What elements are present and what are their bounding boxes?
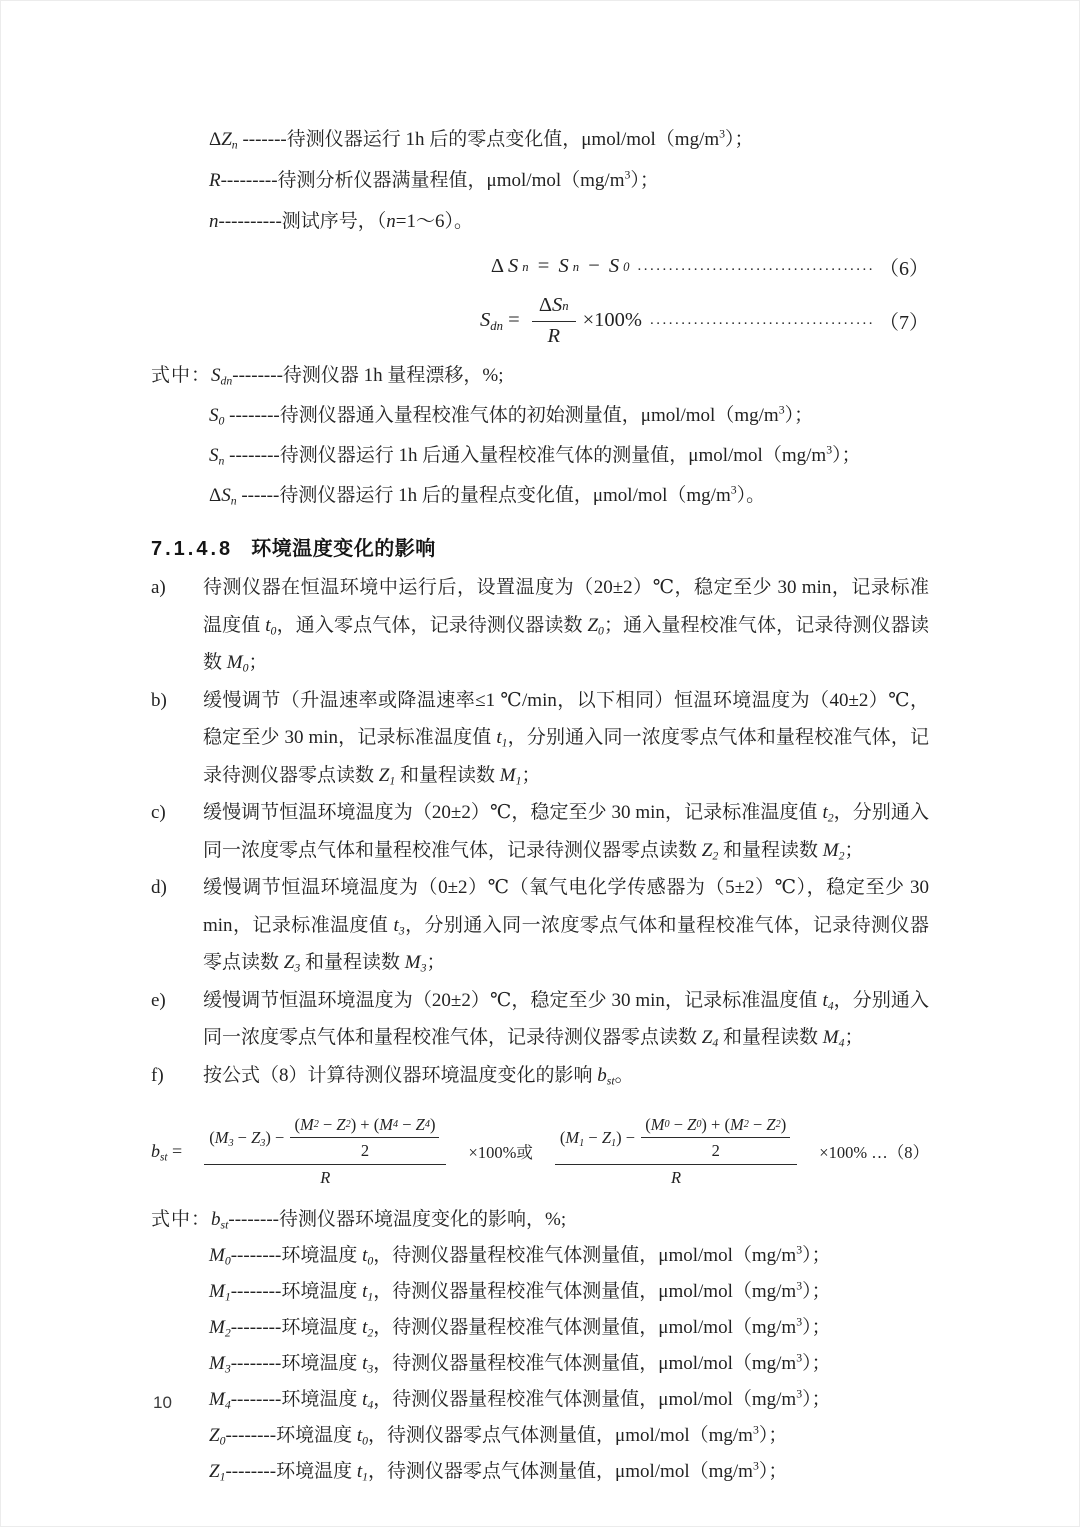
legend-label: 式中： bbox=[151, 365, 212, 386]
symbol-definition-m3: $M_3--------$环境温度 $t_3$，待测仪器量程校准气体测量值，μmol/$mol(mg/m^3)$； bbox=[209, 1351, 831, 1376]
page-footer bbox=[153, 1393, 172, 1413]
section-number: 7.1.4.8 bbox=[151, 538, 234, 560]
formula-8-lhs: $b_{st}$ = bbox=[151, 1140, 183, 1163]
symbol-definition-dzn: $\Delta Z_n$ -------待测仪器运行 1h 后的零点变化值，μmol/$mol(mg/m^3)$； bbox=[209, 127, 754, 152]
fraction-denominator: R bbox=[671, 1168, 682, 1187]
fraction-denominator: R bbox=[547, 325, 560, 347]
formula-7-lhs: $S_{dn}$ = bbox=[480, 309, 525, 333]
formula-8 bbox=[151, 1114, 929, 1188]
list-item-f bbox=[151, 1057, 929, 1095]
list-marker: a) bbox=[151, 577, 166, 598]
symbol-definition-sn: $S_n$ --------待测仪器运行 1h 后通入量程校准气体的测量值，μmol/$mol(mg/m^3)$； bbox=[209, 443, 861, 468]
formula-7-legend bbox=[151, 356, 929, 516]
dot-leader: .................................... bbox=[650, 312, 875, 328]
fraction-denominator: R bbox=[320, 1168, 331, 1187]
symbol-definition-r: R---------待测分析仪器满量程值，μmol/$mol(mg/m^3)$； bbox=[209, 168, 659, 191]
symbol-definition-bst: 式中：$b_{st}--------$待测仪器环境温度变化的影响，%; bbox=[151, 1209, 567, 1232]
symbol-definitions-top bbox=[151, 119, 929, 242]
fraction-numerator: Δ S n bbox=[532, 293, 576, 322]
list-marker: e) bbox=[151, 989, 166, 1011]
inner-fraction: ( M 2 − Z 2 ) + ( M 4 − Z 4 ) 2 bbox=[290, 1115, 439, 1161]
list-marker: f) bbox=[151, 1064, 164, 1086]
formula-6 bbox=[151, 252, 929, 281]
list-marker: b) bbox=[151, 689, 167, 711]
symbol-definition-m4: $M_4--------$环境温度 $t_4$，待测仪器量程校准气体测量值，μmol/$mol(mg/m^3)$； bbox=[209, 1387, 831, 1412]
dot-leader: ...................................... bbox=[637, 258, 875, 274]
list-item-b bbox=[151, 682, 929, 795]
page-content bbox=[1, 1, 1079, 1490]
fraction-numerator: $(M_3 - Z_3)$ − ( M 2 − Z 2 ) + ( M 4 − Z 4 ) 2 bbox=[204, 1114, 446, 1165]
fraction bbox=[532, 293, 576, 348]
list-marker: d) bbox=[151, 877, 167, 898]
formula-7-rhs: ×100% bbox=[582, 309, 642, 331]
section-title: 环境温度变化的影响 bbox=[251, 538, 436, 560]
formula-6-expression: Δ S n = S n − S 0 bbox=[490, 255, 630, 277]
fraction-left bbox=[204, 1114, 446, 1188]
symbol-definition-m0: $M_0--------$环境温度 $t_0$，待测仪器量程校准气体测量值，μmol/$mol(mg/m^3)$； bbox=[209, 1243, 831, 1268]
symbol-definition-z1: $Z_1--------$环境温度 $t_1$，待测仪器零点气体测量值，μmol/$mol(mg/m^3)$； bbox=[209, 1459, 788, 1484]
symbol-definition-dsn: $\Delta S_n$ ------待测仪器运行 1h 后的量程点变化值，μmol/$mol(mg/m^3)$。 bbox=[209, 483, 766, 508]
list-item-text: 缓慢调节恒温环境温度为（0±2）℃（氧气电化学传感器为（5±2）℃），稳定至少 30 min，记录标准温度值 $t_3$，分别通入同一浓度零点气体和量程校准气体，记录待测仪器零点读数 $Z_3$ 和量程读数 $M_3$； bbox=[203, 877, 929, 975]
equation-number-7: （7） bbox=[879, 312, 929, 334]
formula-7 bbox=[151, 293, 929, 348]
procedure-list bbox=[151, 569, 929, 1094]
formula-7-expression bbox=[480, 293, 642, 348]
list-marker: c) bbox=[151, 802, 166, 823]
symbol-definition-sdn: 式中：$S_{dn}--------$待测仪器 1h 量程漂移，%; bbox=[151, 365, 504, 388]
symbol-definition-m2: $M_2--------$环境温度 $t_2$，待测仪器量程校准气体测量值，μmol/$mol(mg/m^3)$； bbox=[209, 1315, 831, 1340]
list-item-a bbox=[151, 569, 929, 682]
list-item-text: 缓慢调节（升温速率或降温速率≤1 ℃/min，以下相同）恒温环境温度为（40±2）℃，稳定至少 30 min，记录标准温度值 $t_1$，分别通入同一浓度零点气体和量程校准气体，记录待测仪器零点读数 $Z_1$ 和量程读数 $M_1$； bbox=[203, 689, 929, 788]
equation-number-6: （6） bbox=[879, 258, 929, 280]
legend-label: 式中： bbox=[151, 1209, 212, 1230]
list-item-text: 缓慢调节恒温环境温度为（20±2）℃，稳定至少 30 min，记录标准温度值 $t_4$，分别通入同一浓度零点气体和量程校准气体，记录待测仪器零点读数 $Z_4$ 和量程读数 $M_4$； bbox=[203, 989, 929, 1050]
formula-8-legend bbox=[151, 1202, 929, 1490]
list-item-e bbox=[151, 982, 929, 1057]
list-item-text: 缓慢调节恒温环境温度为（20±2）℃，稳定至少 30 min，记录标准温度值 $t_2$，分别通入同一浓度零点气体和量程校准气体，记录待测仪器零点读数 $Z_2$ 和量程读数 $M_2$； bbox=[203, 802, 929, 863]
inner-fraction: ( M 0 − Z 0 ) + ( M 2 − Z 2 ) 2 bbox=[641, 1115, 790, 1161]
symbol-definition-n: n----------测试序号，（n=1～6）。 bbox=[209, 211, 473, 232]
list-item-text: 待测仪器在恒温环境中运行后，设置温度为（20±2）℃，稳定至少 30 min，记录标准温度值 $t_0$，通入零点气体，记录待测仪器读数 $Z_0$；通入量程校准气体，记录待测仪器读数 $M_0$； bbox=[203, 577, 929, 675]
list-item-d bbox=[151, 869, 929, 982]
fraction-numerator: $(M_1 - Z_1)$ − ( M 0 − Z 0 ) + ( M 2 − Z 2 ) 2 bbox=[555, 1114, 797, 1165]
list-item-text: 按公式（8）计算待测仪器环境温度变化的影响 $b_{st}$。 bbox=[203, 1064, 634, 1088]
formula-8-tail: ×100% …（8） bbox=[819, 1143, 929, 1162]
section-heading bbox=[151, 532, 929, 561]
symbol-definition-s0: $S_0$ --------待测仪器通入量程校准气体的初始测量值，μmol/$mol(mg/m^3)$； bbox=[209, 403, 814, 428]
symbol-definition-m1: $M_1--------$环境温度 $t_1$，待测仪器量程校准气体测量值，μmol/$mol(mg/m^3)$； bbox=[209, 1279, 831, 1304]
list-item-c bbox=[151, 794, 929, 869]
formula-8-or: ×100%或 bbox=[468, 1143, 533, 1162]
page-number: 10 bbox=[153, 1393, 172, 1412]
symbol-definition-z0: $Z_0--------$环境温度 $t_0$，待测仪器零点气体测量值，μmol/$mol(mg/m^3)$； bbox=[209, 1423, 788, 1448]
fraction-right bbox=[555, 1114, 797, 1188]
